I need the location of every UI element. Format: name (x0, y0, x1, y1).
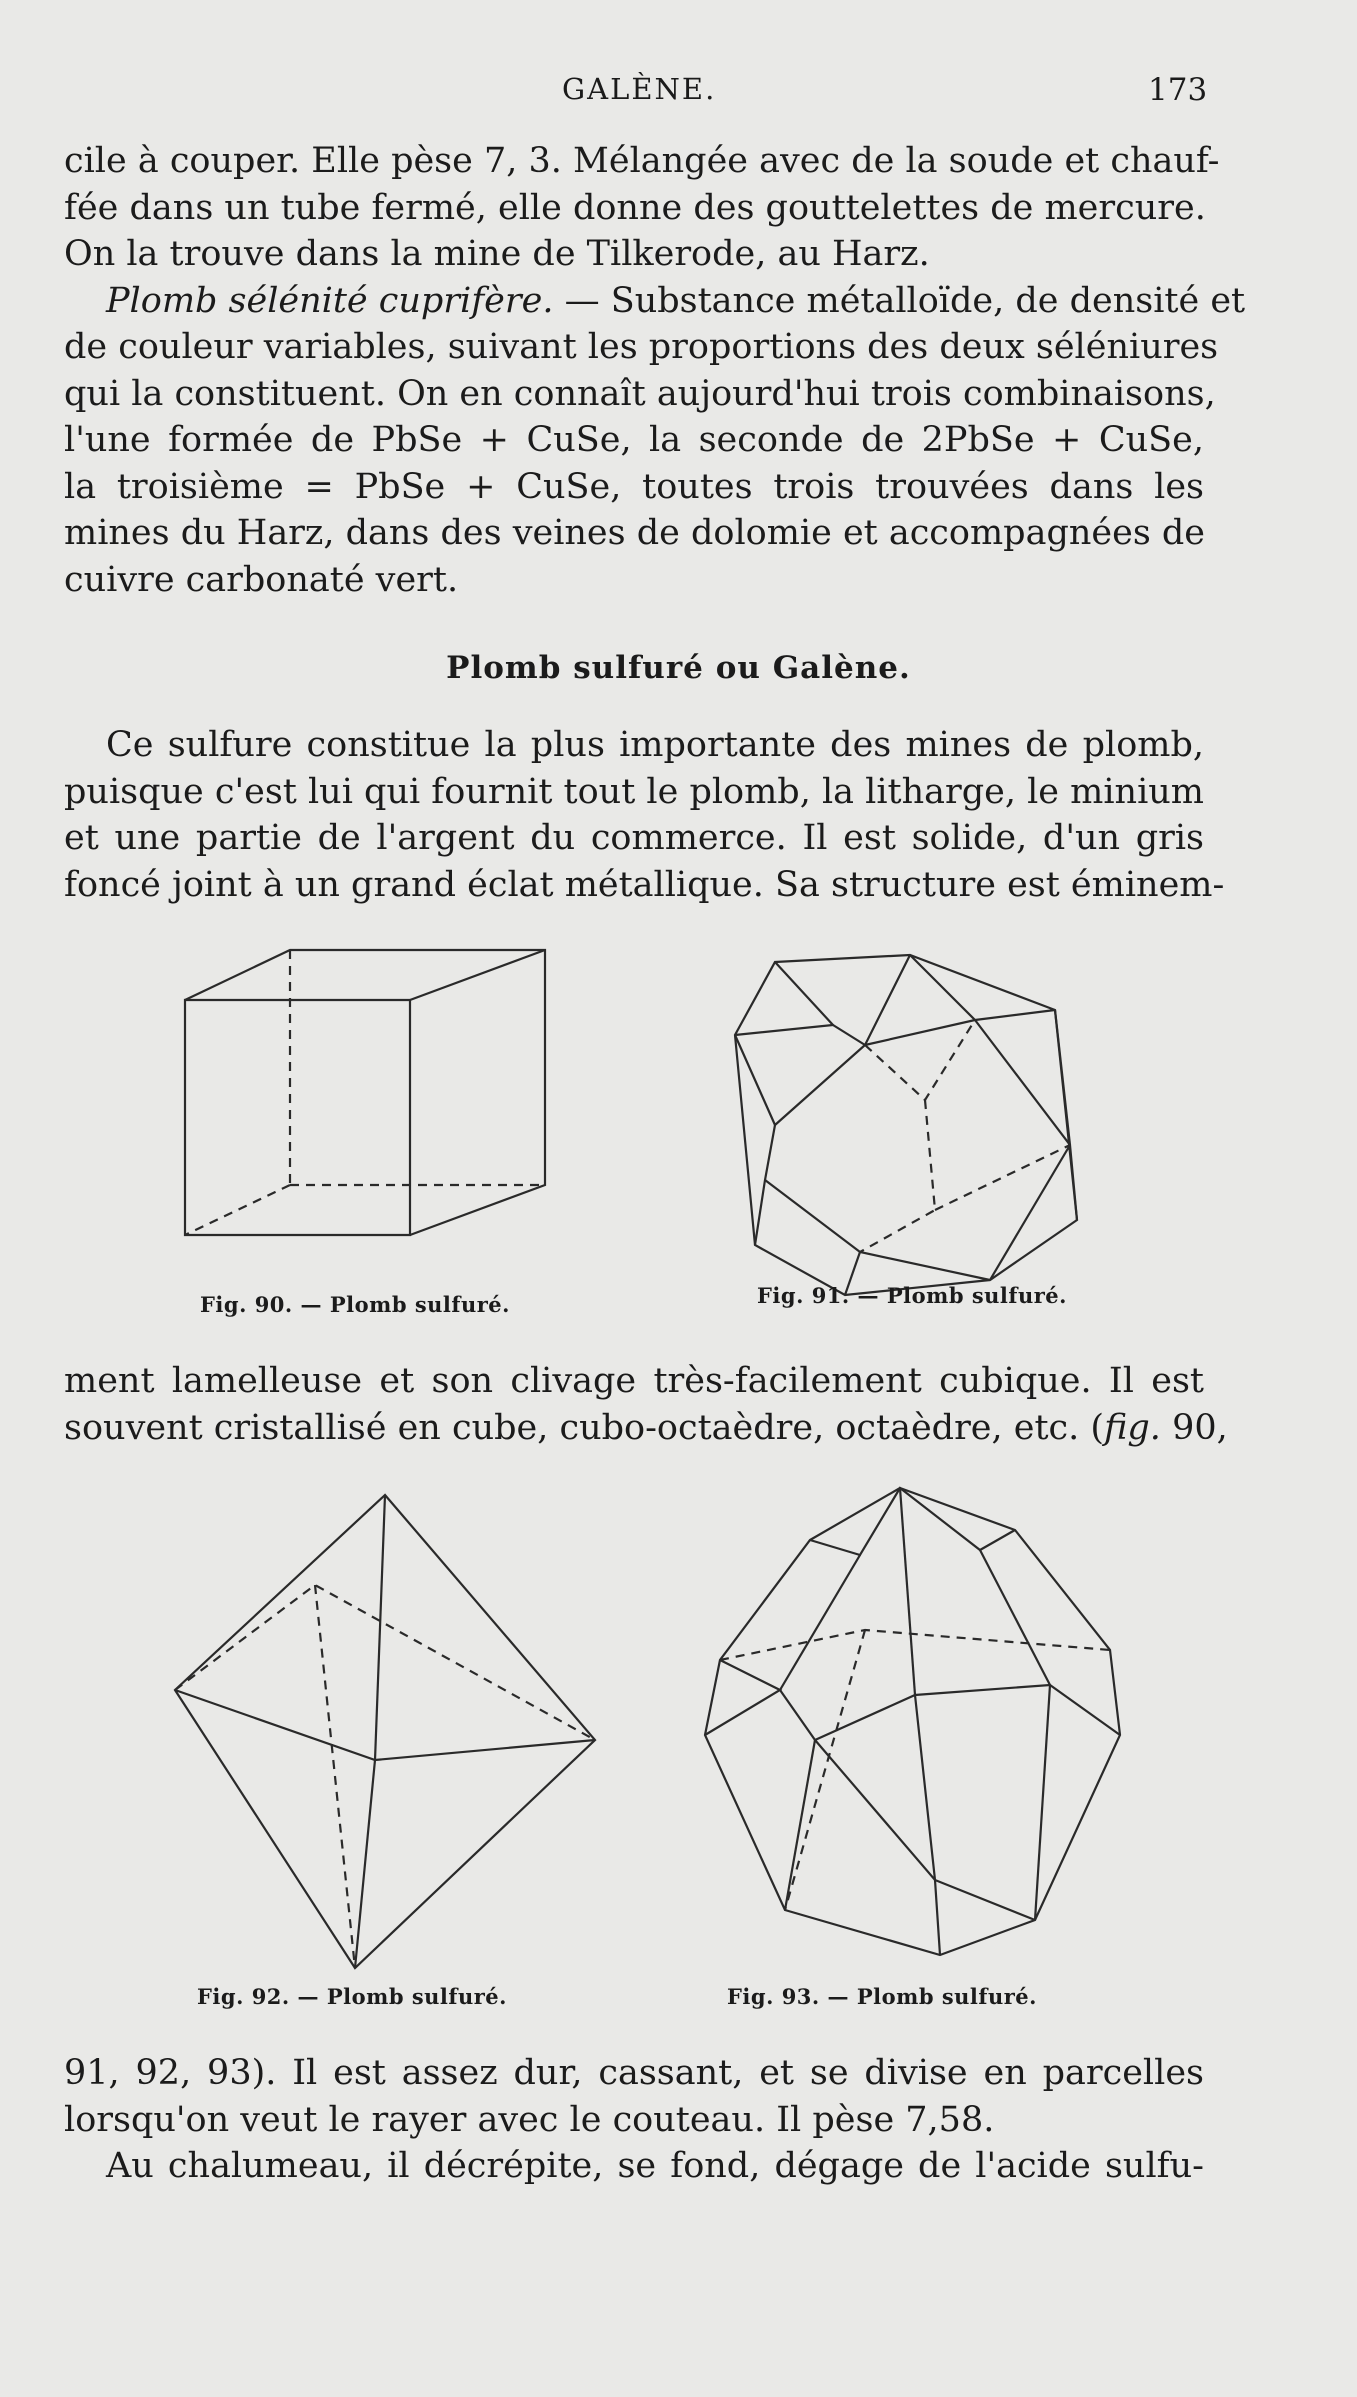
figure-modified-octahedron (690, 1480, 1140, 1980)
text-line: la troisième = PbSe + CuSe, toutes trois trouvées dans les (64, 466, 1204, 507)
text-line (64, 278, 1246, 325)
figure-cube (170, 930, 570, 1260)
text-line: Ce sulfure constitue la plus importante des mines de plomb, (106, 725, 1204, 765)
caption-fig-92: Fig. 92. — Plomb sulfuré. (197, 1984, 507, 2009)
text-line: de couleur variables, suivant les proportions des deux séléniures (64, 327, 1219, 367)
text-line: mines du Harz, dans des veines de dolomie et accompagnées de (64, 513, 1206, 553)
modified-octahedron-edge (980, 1550, 1050, 1685)
cubo-octahedron-edge (910, 955, 975, 1020)
paragraph-structure (64, 1358, 1228, 1451)
text-line: On la trouve dans la mine de Tilkerode, au Harz. (64, 234, 930, 274)
text-line: fée dans un tube fermé, elle donne des gouttelettes de mercure. (64, 187, 1206, 228)
caption-fig-90: Fig. 90. — Plomb sulfuré. (200, 1292, 510, 1317)
modified-octahedron-edge (780, 1685, 1120, 1740)
running-header (0, 72, 1357, 112)
text-segment: 90, (1160, 1407, 1228, 1448)
figure-cubo-octahedron (725, 940, 1095, 1310)
octahedron-front-edges (175, 1690, 595, 1760)
section-heading: Plomb sulfuré ou Galène. (446, 650, 911, 686)
octahedron-outline (175, 1495, 595, 1968)
text-line: 91, 92, 93). Il est assez dur, cassant, et se divise en parcelles (64, 2053, 1204, 2093)
text-segment: souvent cristallisé en cube, cubo-octaèdre, octaèdre, etc. ( (64, 1407, 1105, 1448)
text-line: cile à couper. Elle pèse 7, 3. Mélangée avec de la soude et chauf- (64, 141, 1220, 181)
modified-octahedron-edge (780, 1555, 860, 1690)
cubo-octahedron-edge (735, 962, 833, 1035)
modified-octahedron-edge (705, 1660, 780, 1735)
text-line (64, 1405, 1228, 1452)
modified-octahedron-edge (1035, 1685, 1050, 1920)
mineral-name: Plomb sélénité cuprifère. (106, 280, 554, 321)
octahedron-front-edge (355, 1760, 375, 1968)
modified-octahedron-edge (815, 1740, 1035, 1920)
cubo-octahedron-hidden-edge (860, 1100, 935, 1252)
cubo-octahedron-edge (765, 1180, 990, 1280)
figure-reference: fig. (1104, 1407, 1161, 1448)
cubo-octahedron-edge (975, 1020, 1077, 1220)
text-line: et une partie de l'argent du commerce. Il est solide, d'un gris (64, 818, 1204, 858)
caption-fig-93: Fig. 93. — Plomb sulfuré. (727, 1984, 1037, 2009)
modified-octahedron-edge (900, 1488, 915, 1695)
cube-front-face (185, 1000, 410, 1235)
text-line: lorsqu'on veut le rayer avec le couteau. Il pèse 7,58. (64, 2099, 995, 2140)
mineral-description-start: — Substance métalloïde, de densité et (553, 280, 1246, 321)
text-line: Au chalumeau, il décrépite, se fond, dégage de l'acide sulfu- (106, 2146, 1204, 2186)
caption-fig-91: Fig. 91. — Plomb sulfuré. (757, 1283, 1067, 1308)
octahedron-front-edge (375, 1495, 385, 1760)
cubo-octahedron-edge (990, 1145, 1070, 1280)
cubo-octahedron-edge (1055, 1010, 1070, 1145)
text-line: qui la constituent. On en connaît aujourd'hui trois combinaisons, (64, 373, 1216, 414)
modified-octahedron-hidden-edge (785, 1630, 865, 1910)
running-title: GALÈNE. (562, 72, 717, 106)
page-number: 173 (1148, 72, 1208, 108)
text-line: l'une formée de PbSe + CuSe, la seconde de 2PbSe + CuSe, (64, 420, 1204, 460)
octahedron-hidden-edge (175, 1585, 595, 1740)
text-line: foncé joint à un grand éclat métallique. Sa structure est éminem- (64, 864, 1225, 905)
paragraph-continuation (64, 138, 1246, 603)
text-line: puisque c'est lui qui fournit tout le plomb, la litharge, le minium (64, 771, 1204, 812)
modified-octahedron-hidden-edge (720, 1630, 1110, 1660)
cube-hidden-edge (185, 1185, 290, 1235)
cube-top-edge (410, 950, 545, 1000)
cubo-octahedron-edge (735, 1025, 865, 1125)
modified-octahedron-outline (705, 1488, 1120, 1955)
modified-octahedron-edge (915, 1695, 940, 1955)
text-line: ment lamelleuse et son clivage très-facilement cubique. Il est (64, 1361, 1204, 1401)
cubo-octahedron-outline (735, 955, 1077, 1295)
cube-top-edges (185, 950, 545, 1235)
octahedron-hidden-edge (315, 1585, 355, 1968)
modified-octahedron-edge (785, 1740, 815, 1910)
paragraph-properties (64, 2050, 1204, 2190)
text-line: cuivre carbonaté vert. (64, 559, 459, 600)
figure-octahedron (165, 1490, 605, 1975)
paragraph-galene (64, 722, 1225, 908)
